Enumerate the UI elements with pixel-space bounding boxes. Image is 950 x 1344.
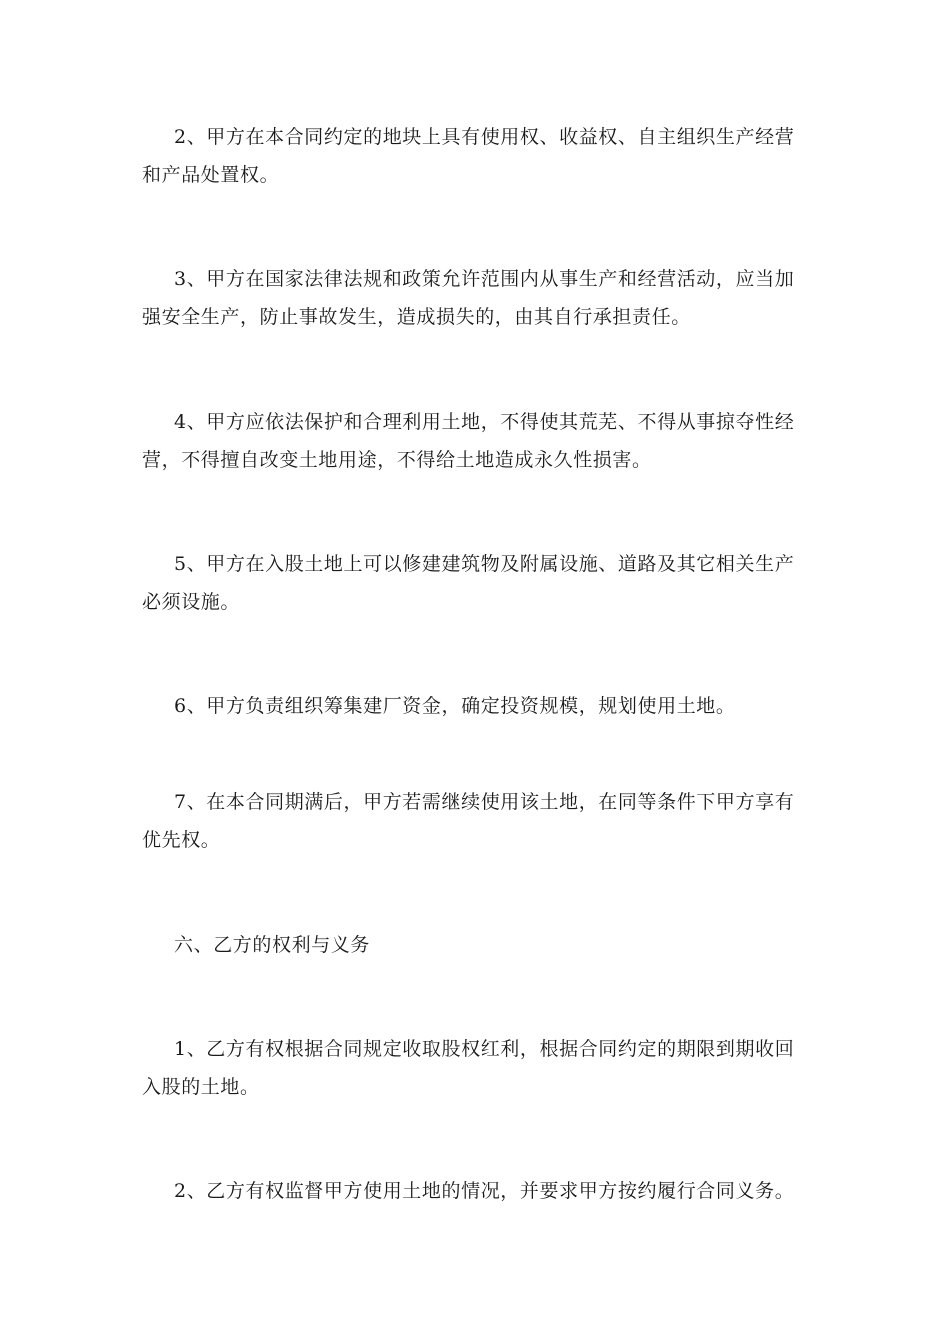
clause-paragraph: 2、乙方有权监督甲方使用土地的情况，并要求甲方按约履行合同义务。 xyxy=(174,1180,795,1202)
clause-paragraph: 5、甲方在入股土地上可以修建建筑物及附属设施、道路及其它相关生产必须设施。 xyxy=(142,553,795,613)
clause-paragraph: 4、甲方应依法保护和合理利用土地，不得使其荒芜、不得从事掠夺性经营，不得擅自改变土地用途，不得给土地造成永久性损害。 xyxy=(142,411,795,471)
clause-paragraph: 3、甲方在国家法律法规和政策允许范围内从事生产和经营活动，应当加强安全生产，防止事故发生，造成损失的，由其自行承担责任。 xyxy=(142,268,795,328)
section-heading: 六、乙方的权利与义务 xyxy=(174,934,371,956)
clause-paragraph: 1、乙方有权根据合同规定收取股权红利，根据合同约定的期限到期收回入股的土地。 xyxy=(142,1038,795,1098)
clause-paragraph: 6、甲方负责组织筹集建厂资金，确定投资规模，规划使用土地。 xyxy=(174,695,736,717)
clause-paragraph: 2、甲方在本合同约定的地块上具有使用权、收益权、自主组织生产经营和产品处置权。 xyxy=(142,126,795,186)
clause-paragraph: 7、在本合同期满后，甲方若需继续使用该土地，在同等条件下甲方享有优先权。 xyxy=(142,791,795,851)
